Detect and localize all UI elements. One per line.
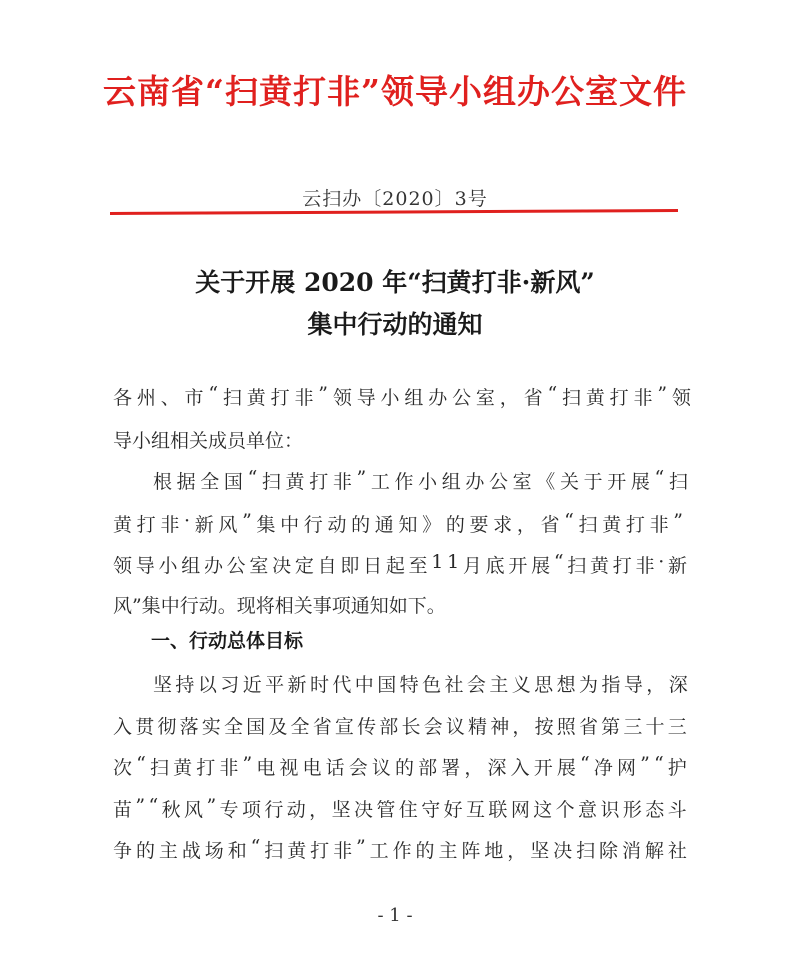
body-line-9: 次 “ 扫 黄 打 非 ” 电 视 电 话 会 议 的 部 署 ， 深 入 开 展 “ 净 网 ” “ 护 bbox=[113, 753, 687, 779]
body-line-11: 争 的 主 战 场 和 “ 扫 黄 打 非 ” 工 作 的 主 阵 地 ， 坚 决 扫 除 消 解 社 bbox=[113, 836, 687, 862]
notice-title-line-2: 集中行动的通知 bbox=[307, 310, 483, 339]
body-line-8: 入 贯 彻 落 实 全 国 及 全 省 宣 传 部 长 会 议 精 神 ， 按 照 省 第 三 十 三 bbox=[113, 716, 687, 738]
body-line-4: 黄 打 非 · 新 风 ” 集 中 行 动 的 通 知 》 的 要 求 ， 省 “ 扫 黄 打 非 ” bbox=[113, 510, 683, 536]
document-number: 云扫办〔2020〕3号 bbox=[302, 188, 488, 210]
body-line-2: 导小组相关成员单位： bbox=[113, 430, 304, 452]
page-number: - 1 - bbox=[377, 905, 413, 926]
document-header-title: 云南省“扫黄打非”领导小组办公室文件 bbox=[103, 72, 687, 111]
notice-title-line-1: 关于开展 2020 年“扫黄打非·新风” bbox=[195, 268, 595, 297]
body-line-10: 苗 ” “ 秋 风 ” 专 项 行 动 ， 坚 决 管 住 守 好 互 联 网 这 个 意 识 形 态 斗 bbox=[113, 795, 687, 821]
body-line-7: 坚 持 以 习 近 平 新 时 代 中 国 特 色 社 会 主 义 思 想 为 指 导 ， 深 bbox=[153, 674, 688, 696]
body-line-3: 根 据 全 国 “ 扫 黄 打 非 ” 工 作 小 组 办 公 室 《 关 于 开 展 “ 扫 bbox=[153, 467, 688, 493]
body-line-1: 各 州 、 市 “ 扫 黄 打 非 ” 领 导 小 组 办 公 室 ， 省 “ 扫 黄 打 非 ” 领 bbox=[113, 383, 691, 409]
body-line-6: 风”集中行动。现将相关事项通知如下。 bbox=[113, 595, 446, 617]
section-heading-1: 一、行动总体目标 bbox=[151, 630, 304, 652]
body-line-5: 领 导 小 组 办 公 室 决 定 自 即 日 起 至 1 1 月 底 开 展 “ 扫 黄 打 非 · 新 bbox=[113, 551, 687, 577]
